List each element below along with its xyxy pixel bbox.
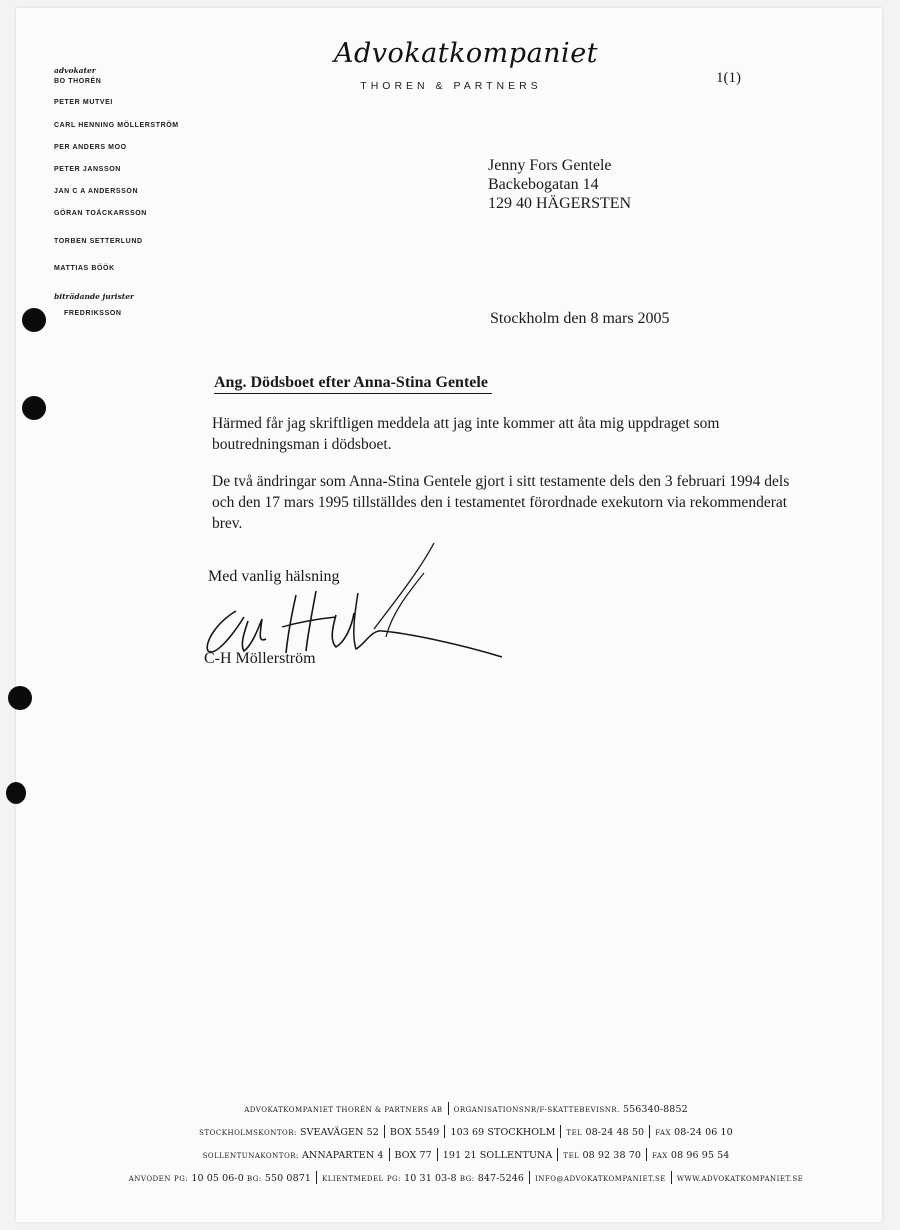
footer-postal: 103 69 STOCKHOLM (450, 1127, 556, 1138)
partner-heading: advokater (54, 66, 96, 75)
closing-phrase: Med vanlig hälsning (208, 568, 340, 585)
footer-bg: 847-5246 (477, 1173, 525, 1184)
footer-fax-label: FAX (655, 1129, 671, 1137)
partner-name: PETER MUTVEI (54, 99, 113, 106)
footer-line-1 (46, 1102, 886, 1115)
firm-logo-name: Advokatkompaniet (333, 38, 599, 69)
partner-name: PER ANDERS MOO (54, 144, 127, 151)
footer-box: BOX 5549 (389, 1127, 440, 1138)
footer-fax: 08-24 06 10 (674, 1127, 733, 1138)
punch-hole (8, 686, 32, 710)
punch-hole (22, 396, 46, 420)
associate-name: FREDRIKSSON (64, 310, 122, 317)
date-line: Stockholm den 8 mars 2005 (490, 310, 670, 327)
partner-name: PETER JANSSON (54, 166, 121, 173)
recipient-street: Backebogatan 14 (488, 176, 599, 193)
footer-postal: 191 21 SOLLENTUNA (442, 1150, 553, 1161)
partner-name: JAN C A ANDERSSON (54, 188, 139, 195)
footer-line-3 (46, 1148, 886, 1161)
footer-bg-label: BG: (459, 1175, 475, 1183)
partner-name: BO THORÉN (54, 78, 102, 85)
footer-pg: 10 31 03-8 (404, 1173, 457, 1184)
footer-org-label: ORGANISATIONSNR/F-SKATTEBEVISNR. (453, 1106, 620, 1114)
footer-tel: 08-24 48 50 (585, 1127, 645, 1138)
signer-name: C-H Möllerström (204, 650, 316, 667)
footer-tel-label: TEL (566, 1129, 583, 1137)
footer-tel: 08 92 38 70 (582, 1150, 641, 1161)
footer-email: INFO@ADVOKATKOMPANIET.SE (535, 1175, 666, 1183)
footer-bg: 550 0871 (264, 1173, 312, 1184)
punch-hole (6, 782, 26, 804)
footer-office-label: STOCKHOLMSKONTOR: (199, 1129, 297, 1137)
page-number: 1(1) (716, 70, 741, 86)
partner-name: CARL HENNING MÖLLERSTRÖM (54, 122, 179, 129)
footer-fax-label: FAX (652, 1152, 668, 1160)
partner-name: GÖRAN TOÄCKARSSON (54, 210, 147, 217)
footer-office-label: SOLLENTUNAKONTOR: (202, 1152, 299, 1160)
footer-bg-label: BG: (247, 1175, 262, 1183)
footer-company: ADVOKATKOMPANIET THORÉN & PARTNERS AB (244, 1106, 443, 1114)
footer-street: SVEAVÄGEN 52 (299, 1127, 379, 1138)
footer-street: ANNAPARTEN 4 (301, 1150, 384, 1161)
footer-org-number: 556340-8852 (622, 1104, 688, 1115)
partner-name: MATTIAS BÖÖK (54, 265, 115, 272)
firm-logo-subtitle: THOREN & PARTNERS (360, 80, 542, 92)
partner-name: TORBEN SETTERLUND (54, 238, 143, 245)
associates-heading: biträdande jurister (54, 292, 134, 301)
body-paragraph-2: De två ändringar som Anna-Stina Gentele gjort i sitt testamente dels den 3 februari 1994 dels och den 17 mars 1995 tillställdes den i testamentet förordnade exekutorn via rekommenderat brev. (212, 473, 790, 532)
footer-line-2 (46, 1125, 886, 1138)
punch-hole (22, 308, 46, 332)
subject-line: Ang. Dödsboet efter Anna-Stina Gentele (214, 374, 492, 394)
recipient-postal: 129 40 HÄGERSTEN (488, 195, 632, 212)
footer-anvoden-label: ANVODEN (128, 1175, 171, 1183)
footer-klient-label: KLIENTMEDEL (322, 1175, 384, 1183)
letter-page (16, 8, 882, 1222)
footer-pg: 10 05 06-0 (191, 1173, 244, 1184)
footer-pg-label: PG: (174, 1175, 189, 1183)
footer-box: BOX 77 (394, 1150, 432, 1161)
footer-tel-label: TEL (563, 1152, 580, 1160)
body-paragraph-1: Härmed får jag skriftligen meddela att jag inte kommer att åta mig uppdraget som boutredningsman i dödsboet. (212, 415, 720, 453)
footer-fax: 08 96 95 54 (670, 1150, 730, 1161)
footer-line-4 (46, 1171, 886, 1184)
recipient-address (488, 156, 631, 213)
footer-web: WWW.ADVOKATKOMPANIET.SE (676, 1175, 804, 1183)
footer-pg-label: PG: (386, 1175, 402, 1183)
recipient-name: Jenny Fors Gentele (488, 157, 612, 174)
